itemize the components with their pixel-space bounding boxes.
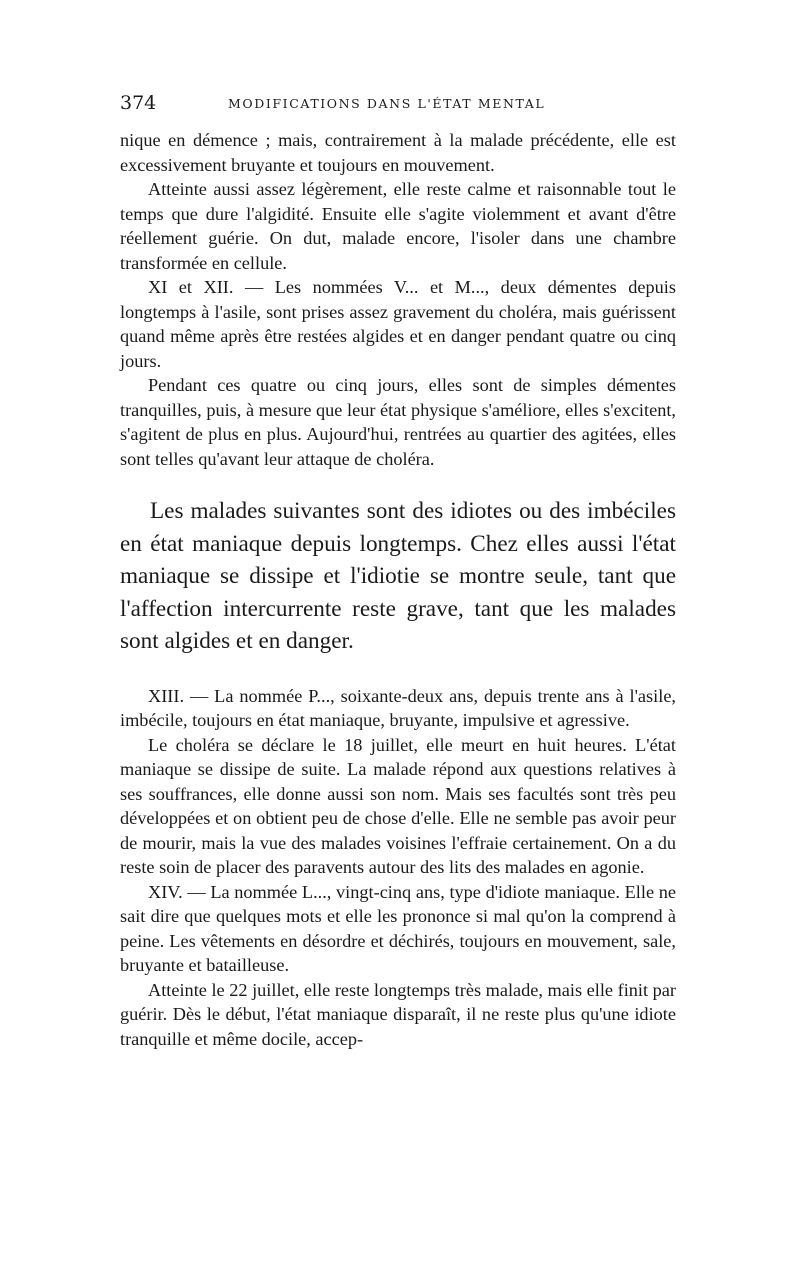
paragraph: Atteinte le 22 juillet, elle reste longtemps très malade, mais elle finit par guérir. Dès le début, l'état maniaque disparaît, il ne reste plus qu'une idiote tranquille et même docile, accep- <box>120 979 676 1049</box>
paragraph: Pendant ces quatre ou cinq jours, elles sont de simples démentes tranquilles, puis, à mesure que leur état physique s'améliore, elles s'excitent, s'agitent de plus en plus. Aujourd'hui, rentrées au quartier des agitées, elles sont telles qu'avant leur attaque de choléra. <box>120 375 676 469</box>
paragraph: Le choléra se déclare le 18 juillet, elle meurt en huit heures. L'état maniaque se dissipe de suite. La malade répond aux questions relatives à ses souffrances, elle donne aussi son nom. Mais ses facultés sont très peu développées et on obtient peu de chose d'elle. Elle ne semble pas avoir peur de mourir, mais la vue des malades voisines l'effraie certainement. On a du reste soin de placer des paravents autour des lits des malades en agonie. <box>120 734 676 878</box>
paragraph: Atteinte aussi assez légèrement, elle reste calme et raisonnable tout le temps que dure l'algidité. Ensuite elle s'agite violemment et avant d'être réellement guérie. On dut, malade encore, l'isoler dans une chambre transformée en cellule. <box>120 179 676 273</box>
paragraph: nique en démence ; mais, contrairement à la malade précédente, elle est excessivement bruyante et toujours en mouvement. <box>120 130 676 175</box>
paragraph: XIV. — La nommée L..., vingt-cinq ans, type d'idiote maniaque. Elle ne sait dire que quelques mots et elle les prononce si mal qu'on la comprend à peine. Les vêtements en désordre et déchirés, toujours en mouvement, sale, bruyante et batailleuse. <box>120 881 676 976</box>
large-print-paragraph: Les malades suivantes sont des idiotes ou des imbéciles en état maniaque depuis longtemps. Chez elles aussi l'état maniaque se dissipe et l'idiotie se montre seule, tant que l'affection intercurrente reste grave, tant que les malades sont algides et en danger. <box>120 498 676 655</box>
page-header <box>120 92 680 116</box>
page-body <box>120 128 676 1051</box>
paragraph: XI et XII. — Les nommées V... et M..., deux démentes depuis longtemps à l'asile, sont prises assez gravement du choléra, mais guérissent quand même après être restées algides et en danger pendant quatre ou cinq jours. <box>120 277 676 371</box>
running-title: MODIFICATIONS DANS L'ÉTAT MENTAL <box>228 96 546 111</box>
page-number: 374 <box>120 92 157 114</box>
paragraph: XIII. — La nommée P..., soixante-deux ans, depuis trente ans à l'asile, imbécile, toujours en état maniaque, bruyante, impulsive et agressive. <box>120 685 676 731</box>
